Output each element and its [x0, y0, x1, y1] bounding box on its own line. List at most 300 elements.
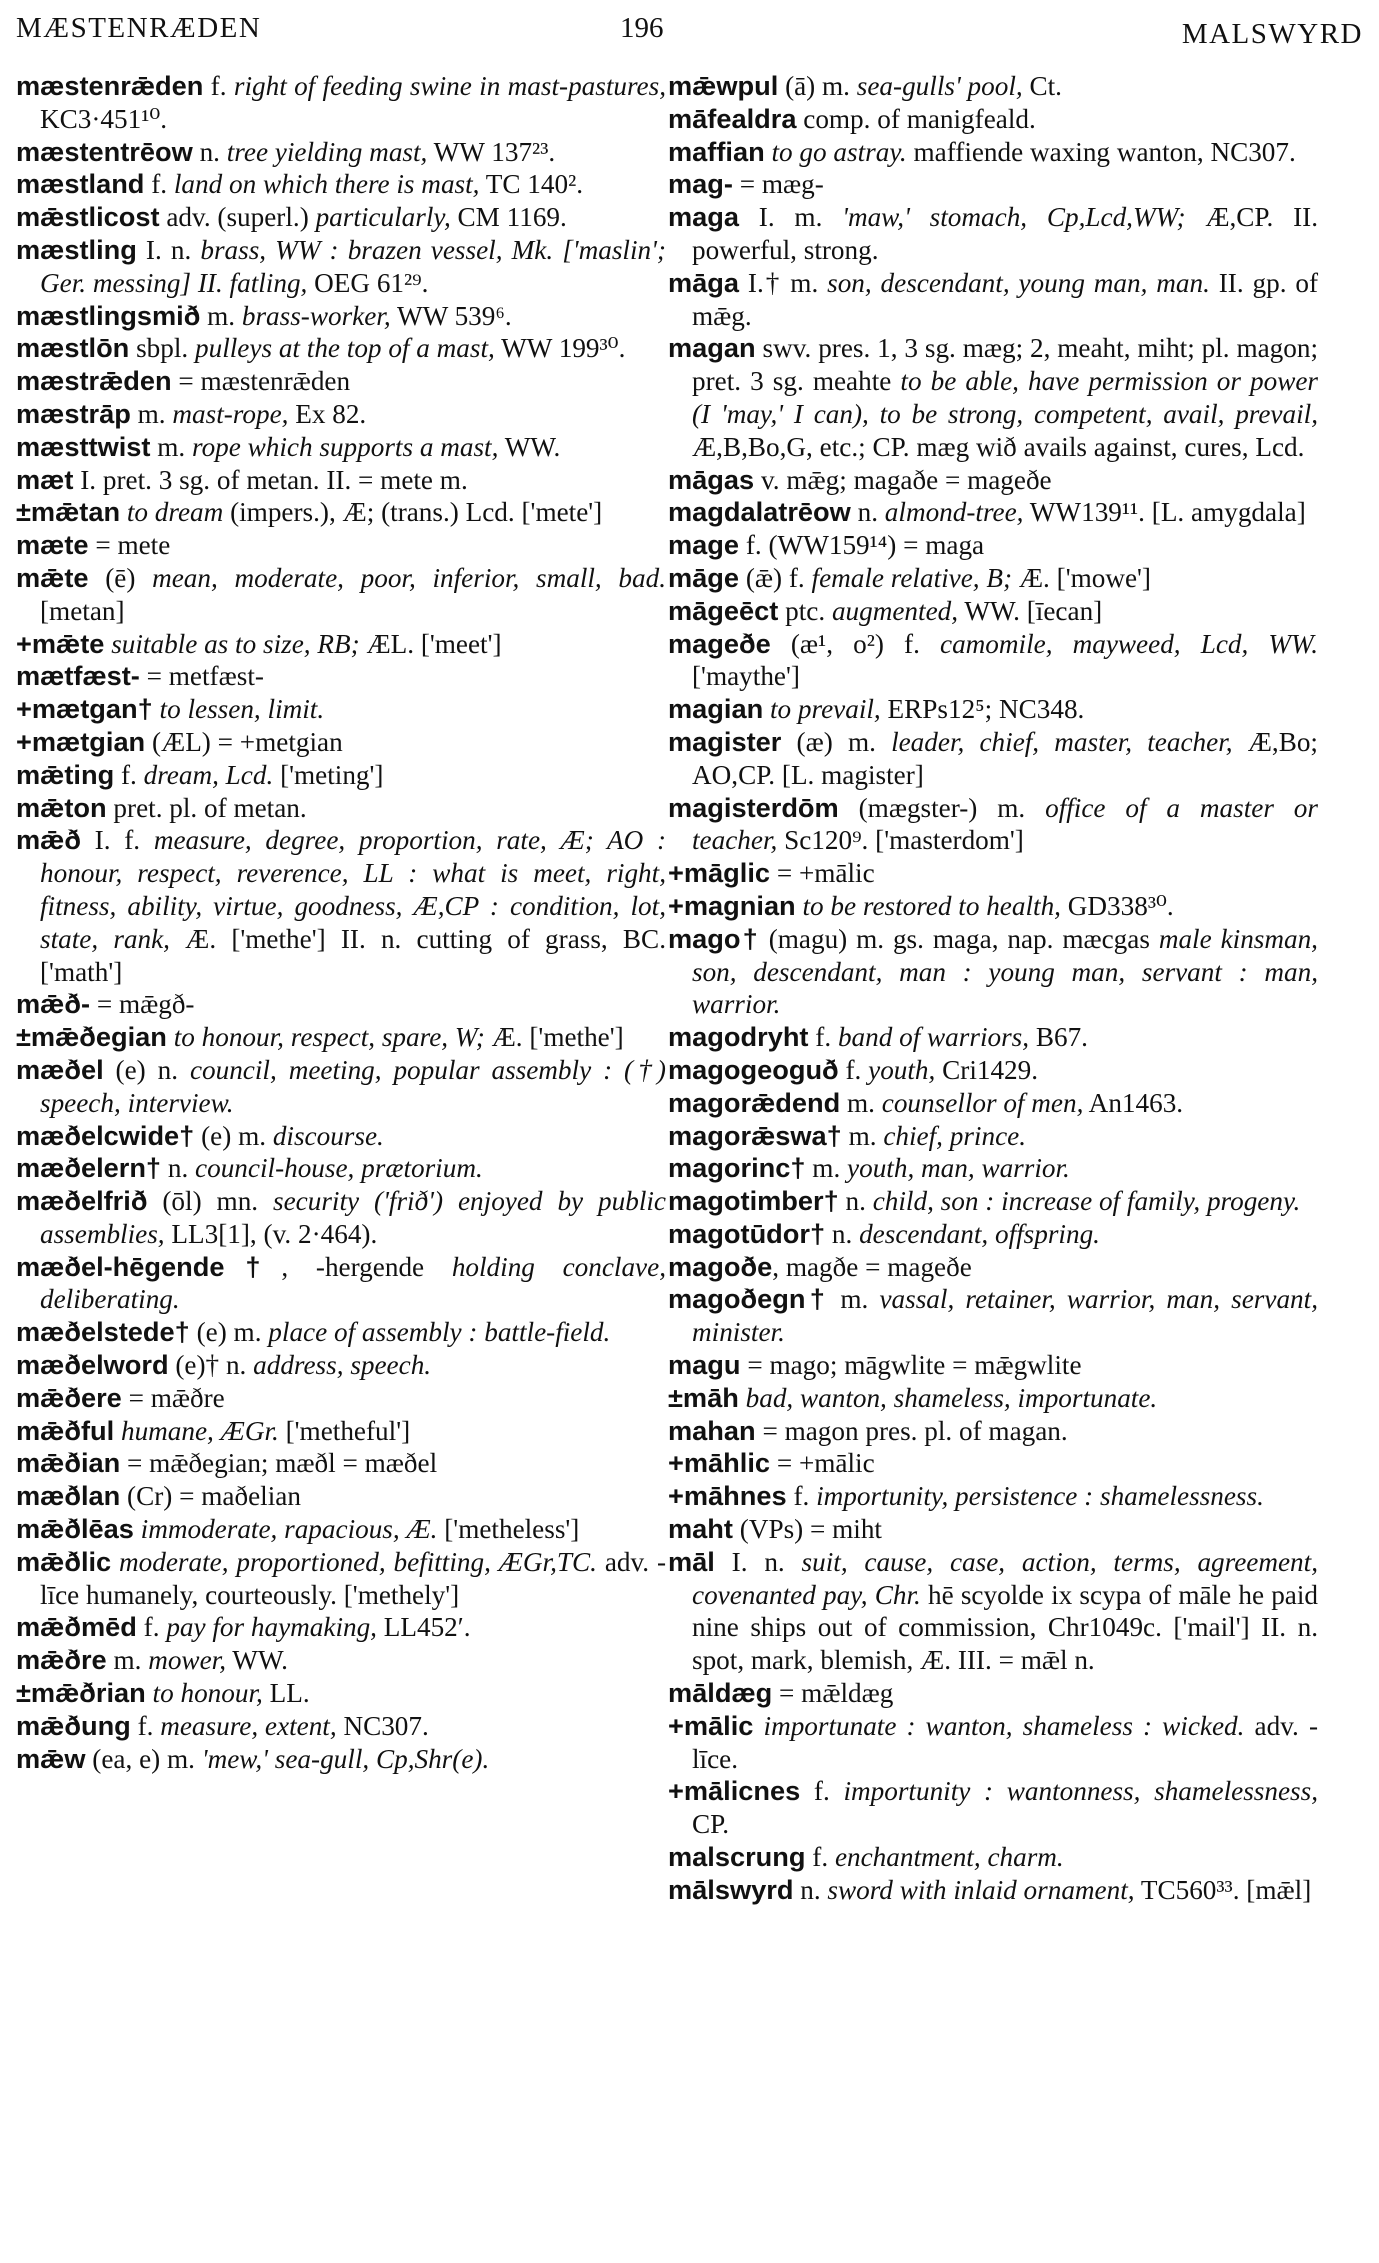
entry-definition: to honour, respect, spare, W;	[173, 1022, 485, 1053]
dictionary-entry	[668, 1415, 1318, 1448]
dictionary-entry	[16, 1120, 666, 1153]
entry-reference: Ct.	[1022, 71, 1062, 101]
entry-grammar-info: = mæstenrǣden	[171, 366, 351, 397]
entry-reference: Sc120⁹. ['masterdom']	[777, 825, 1024, 856]
entry-grammar-info: f.	[808, 1022, 838, 1053]
entry-reference: ['metheless']	[437, 1514, 580, 1545]
entry-definition: youth,	[868, 1054, 936, 1085]
entry-reference: CP.	[692, 1809, 730, 1840]
entry-grammar-info: n.	[192, 136, 227, 167]
dictionary-entry	[668, 1054, 1318, 1087]
entry-headword: mǣð-	[16, 988, 91, 1020]
dictionary-entry	[668, 464, 1318, 497]
entry-headword: ±mǣðrian	[16, 1677, 146, 1709]
entry-grammar-info	[739, 1383, 746, 1413]
entry-grammar-info: I. f.	[80, 825, 154, 856]
entry-grammar-info: (ǣ) f.	[739, 562, 812, 593]
entry-headword: +mætgian	[16, 725, 146, 757]
entry-grammar-info: swv. pres. 1, 3 sg. mæg; 2, meaht, miht; pl. magon; pret. 3 sg. meahte	[692, 333, 1318, 397]
entry-reference: LL452′.	[376, 1612, 471, 1643]
entry-definition: importunity, persistence : shamelessness.	[816, 1481, 1264, 1512]
entry-definition: dream, Lcd.	[143, 759, 274, 790]
entry-reference: B67.	[1029, 1022, 1088, 1053]
entry-definition: measure, degree, proportion, rate, Æ; AO : honour, respect, reverence, LL : what is meet, right, fitness, ability, virtue, goodness, Æ,CP : condition, lot, state, rank,	[40, 825, 666, 954]
entry-reference: WW 539⁶.	[390, 300, 512, 331]
entry-definition: importunity : wantonness, shamelessness,	[843, 1776, 1318, 1807]
dictionary-entry	[16, 1743, 666, 1776]
dictionary-entry	[668, 1874, 1318, 1907]
entry-grammar-info: m.	[841, 1120, 884, 1151]
entry-headword: maht	[668, 1513, 733, 1545]
dictionary-entry	[16, 1415, 666, 1448]
entry-headword: magogeoguð	[668, 1053, 839, 1085]
entry-definition: almond-tree,	[884, 497, 1024, 528]
entry-headword: māfealdra	[668, 102, 797, 134]
entry-definition: bad, wanton, shameless, importunate.	[745, 1382, 1158, 1413]
entry-headword: magotūdor†	[668, 1217, 826, 1249]
entry-grammar-info: = magon pres. pl. of magan.	[755, 1415, 1068, 1446]
entry-definition: suitable as to size, RB;	[111, 628, 360, 659]
entry-definition: female relative, B;	[811, 562, 1013, 593]
entry-reference: Æ. ['methe']	[484, 1022, 624, 1053]
dictionary-entry	[16, 365, 666, 398]
entry-definition: son, descendant, young man, man.	[827, 267, 1210, 298]
entry-definition: holding conclave, deliberating.	[40, 1251, 666, 1315]
dictionary-entry	[668, 1447, 1318, 1480]
entry-definition: office of a master or teacher,	[692, 792, 1318, 856]
page-header	[0, 0, 1379, 70]
entry-headword: ±mǣtan	[16, 496, 121, 528]
dictionary-entry	[668, 168, 1318, 201]
dictionary-entry	[16, 1349, 666, 1382]
dictionary-entry	[16, 1021, 666, 1054]
entry-grammar-info: (æ¹, o²) f.	[770, 628, 941, 659]
entry-headword: +mǣte	[16, 627, 105, 659]
entry-headword: mæstlingsmið	[16, 299, 201, 331]
entry-definition: male kinsman, son, descendant, man : young man, servant : man, warrior.	[692, 923, 1318, 1020]
entry-reference: (impers.), Æ; (trans.) Lcd. ['mete']	[223, 497, 603, 528]
entry-definition: humane, ÆGr.	[120, 1415, 279, 1446]
entry-headword: māgeēct	[668, 594, 779, 626]
entry-reference: KC3·451¹⁰.	[40, 103, 168, 134]
entry-definition: enchantment, charm.	[834, 1842, 1064, 1873]
entry-definition: discourse.	[272, 1120, 384, 1151]
entry-definition: pay for haymaking,	[166, 1612, 377, 1643]
entry-definition: brass-worker,	[241, 300, 391, 331]
dictionary-entry	[16, 562, 666, 628]
dictionary-entry	[668, 562, 1318, 595]
entry-grammar-info	[153, 694, 160, 724]
dictionary-entry	[16, 1611, 666, 1644]
entry-headword: magdalatrēow	[668, 496, 851, 528]
dictionary-entry	[668, 1120, 1318, 1153]
dictionary-entry	[668, 1152, 1318, 1185]
entry-definition: importunate : wanton, shameless : wicked.	[763, 1710, 1245, 1741]
entry-definition: pulleys at the top of a mast,	[195, 333, 495, 364]
entry-headword: mǣðful	[16, 1414, 115, 1446]
dictionary-entry	[16, 1251, 666, 1317]
entry-reference: GD338³⁰.	[1060, 890, 1174, 921]
entry-headword: māl	[668, 1545, 715, 1577]
entry-definition: vassal, retainer, warrior, man, servant, minister.	[692, 1284, 1318, 1348]
entry-grammar-info	[114, 1416, 121, 1446]
entry-headword: +mālic	[668, 1709, 754, 1741]
entry-headword: magu	[668, 1349, 741, 1381]
entry-grammar-info: I. n.	[714, 1546, 802, 1577]
entry-headword: mæðelword	[16, 1349, 169, 1381]
dictionary-entry	[16, 1677, 666, 1710]
entry-reference: WW.	[226, 1645, 288, 1676]
dictionary-entry	[668, 857, 1318, 890]
dictionary-entry	[668, 201, 1318, 267]
entry-reference: ['maythe']	[692, 661, 800, 692]
dictionary-entry	[16, 1152, 666, 1185]
entry-headword: mage	[668, 529, 740, 561]
entry-definition: chief, prince.	[883, 1120, 1027, 1151]
entry-reference: WW. [īecan]	[958, 595, 1103, 626]
entry-headword: mǣwpul	[668, 70, 779, 101]
dictionary-entry	[16, 628, 666, 661]
entry-definition: to be restored to health,	[802, 890, 1061, 921]
entry-headword: magan	[668, 332, 756, 364]
entry-headword: mæte	[16, 529, 89, 561]
dictionary-entry	[16, 332, 666, 365]
entry-reference: WW 137²³.	[427, 136, 556, 167]
dictionary-entry	[16, 759, 666, 792]
dictionary-entry	[668, 1710, 1318, 1776]
entry-grammar-info: (Cr) = maðelian	[120, 1481, 301, 1512]
entry-headword: mæðlan	[16, 1480, 121, 1512]
entry-headword: maffian	[668, 135, 765, 167]
entry-grammar-info: n.	[825, 1218, 860, 1249]
entry-reference: mæðl = mæðel	[275, 1448, 438, 1479]
entry-grammar-info: = metfæst-	[139, 661, 264, 692]
entry-reference: ['meting']	[273, 759, 384, 790]
entry-headword: mǣðre	[16, 1644, 107, 1676]
entry-headword: mæðelcwide†	[16, 1119, 195, 1151]
entry-reference: hē scyolde ix scypa of māle he paid nine ships out of commission, Chr1049c. ['mail'] II. n. spot, mark, blemish, Æ. III. = mǣl n.	[692, 1579, 1318, 1676]
entry-grammar-info: (ē)	[88, 562, 153, 593]
dictionary-entry	[668, 1775, 1318, 1841]
entry-headword: mæstling	[16, 233, 137, 265]
entry-grammar-info: (e) n.	[103, 1054, 190, 1085]
entry-definition: security ('frið') enjoyed by public assemblies,	[40, 1186, 666, 1249]
entry-definition: youth, man, warrior.	[847, 1153, 1070, 1184]
entry-headword: māga	[668, 266, 740, 298]
entry-grammar-info: (mægster-) m.	[838, 792, 1046, 823]
entry-definition: to be able, have permission or power (I 'may,' I can), to be strong, competent, avail, prevail,	[692, 366, 1318, 429]
entry-grammar-info: (e) m.	[189, 1317, 269, 1348]
entry-grammar-info: = mǣðegian;	[120, 1448, 276, 1479]
entry-reference: WW.	[498, 431, 561, 462]
entry-grammar-info: = mete	[88, 530, 171, 561]
entry-headword: mahan	[668, 1414, 756, 1446]
dictionary-entry	[16, 660, 666, 693]
entry-definition: immoderate, rapacious, Æ.	[140, 1514, 438, 1545]
entry-definition: band of warriors,	[837, 1022, 1030, 1053]
entry-reference: NC307.	[336, 1710, 429, 1741]
entry-headword: magorǣdend	[668, 1086, 841, 1118]
dictionary-entry	[668, 1841, 1318, 1874]
entry-definition: child, son : increase of family, progeny.	[872, 1186, 1301, 1217]
dictionary-entry	[668, 70, 1318, 103]
entry-headword: mālswyrd	[668, 1873, 794, 1905]
dictionary-entry	[16, 431, 666, 464]
entry-headword: māgas	[668, 463, 755, 495]
entry-definition: suit, cause, case, action, terms, agreement, covenanted pay, Chr.	[692, 1546, 1318, 1610]
entry-grammar-info: I. n.	[136, 234, 201, 265]
entry-definition: sea-gulls' pool,	[856, 71, 1023, 101]
entry-headword: mǣðmēd	[16, 1611, 137, 1643]
entry-definition: 'maw,' stomach, Cp,Lcd,WW;	[842, 202, 1186, 233]
entry-headword: magister	[668, 725, 782, 757]
entry-grammar-info	[120, 497, 127, 527]
entry-definition: to honour,	[152, 1678, 263, 1709]
entry-definition: address, speech.	[253, 1350, 432, 1381]
entry-grammar-info: (ÆL) = +metgian	[145, 726, 343, 757]
dictionary-entry	[16, 1447, 666, 1480]
dictionary-entry	[16, 136, 666, 169]
entry-grammar-info: f.	[130, 1710, 161, 1741]
dictionary-entry	[668, 923, 1318, 1021]
dictionary-entry	[668, 1218, 1318, 1251]
entry-grammar-info: f.	[144, 169, 174, 200]
entry-grammar-info: = +mālic	[770, 858, 875, 889]
entry-grammar-info: n.	[793, 1874, 828, 1905]
entry-reference: II. gp. of mǣg.	[692, 267, 1318, 331]
entry-grammar-info	[111, 1547, 119, 1577]
entry-grammar-info: m.	[106, 1645, 149, 1676]
right-column	[668, 70, 1318, 1907]
entry-grammar-info: m.	[150, 431, 192, 462]
entry-grammar-info: f.	[805, 1842, 835, 1873]
entry-reference: WW 199³⁰.	[494, 333, 626, 364]
entry-headword: mæstenrǣden	[16, 70, 204, 101]
entry-reference: Ex 82.	[288, 398, 367, 429]
entry-headword: mǣte	[16, 561, 89, 593]
entry-headword: magorǣswa†	[668, 1119, 842, 1151]
dictionary-entry	[16, 464, 666, 497]
entry-reference: magaðe = mageðe	[853, 464, 1052, 495]
entry-headword: mǣð	[16, 824, 81, 856]
entry-definition: moderate, proportioned, befitting, ÆGr,TC.	[119, 1546, 597, 1577]
entry-headword: malscrung	[668, 1841, 806, 1873]
entry-grammar-info: , -hergende	[281, 1251, 452, 1282]
entry-reference: LL3[1], (v. 2·464).	[164, 1218, 378, 1249]
entry-definition: descendant, offspring.	[859, 1218, 1100, 1249]
entry-definition: leader, chief, master, teacher,	[891, 726, 1233, 757]
dictionary-entry	[16, 168, 666, 201]
dictionary-entry	[16, 1480, 666, 1513]
entry-grammar-info: m.	[805, 1153, 848, 1184]
entry-headword: maga	[668, 201, 740, 233]
entry-headword: +māhnes	[668, 1480, 787, 1512]
entry-grammar-info: m.	[200, 300, 242, 331]
entry-grammar-info: m.	[130, 398, 173, 429]
entry-reference: Æ. ['mowe']	[1012, 562, 1151, 593]
entry-grammar-info: (ea, e) m.	[85, 1743, 202, 1774]
entry-headword: mǣðlic	[16, 1545, 112, 1577]
dictionary-entry	[16, 988, 666, 1021]
entry-grammar-info	[134, 1514, 141, 1544]
entry-grammar-info: = mago;	[740, 1350, 845, 1381]
dictionary-entry	[668, 726, 1318, 792]
entry-reference: ERPs12⁵; NC348.	[880, 694, 1085, 725]
entry-grammar-info	[146, 1678, 153, 1708]
entry-headword: mæðel-hēgende†	[16, 1250, 282, 1282]
dictionary-entry	[16, 300, 666, 333]
entry-definition: mast-rope,	[172, 398, 289, 429]
entry-headword: mæðelfrið	[16, 1185, 148, 1217]
running-head-right: MALSWYRD	[1181, 18, 1363, 50]
entry-reference: Æ,Bo; AO,CP. [L. magister]	[692, 726, 1318, 790]
entry-definition: council, meeting, popular assembly : (†) speech, interview.	[40, 1054, 666, 1118]
dictionary-entry	[668, 1677, 1318, 1710]
entry-headword: +magnian	[668, 889, 796, 921]
entry-headword: magian	[668, 693, 764, 725]
dictionary-entry	[668, 1087, 1318, 1120]
entry-headword: +māhlic	[668, 1447, 771, 1479]
entry-reference: OEG 61²⁹.	[307, 267, 429, 298]
entry-grammar-info: n.	[161, 1153, 196, 1184]
entry-grammar-info: f. (WW159¹⁴) = maga	[739, 530, 985, 561]
entry-reference: LL.	[262, 1678, 310, 1709]
dictionary-entry	[668, 792, 1318, 858]
dictionary-entry	[668, 103, 1318, 136]
entry-grammar-info: = mǣgð-	[90, 989, 195, 1020]
dictionary-entry	[16, 529, 666, 562]
dictionary-entry	[16, 70, 666, 136]
entry-headword: mæstrǣden	[16, 365, 172, 397]
entry-grammar-info: (e)† n.	[168, 1350, 254, 1381]
entry-definition: counsellor of men,	[881, 1087, 1084, 1118]
dictionary-entry	[668, 1251, 1318, 1284]
dictionary-entry	[668, 332, 1318, 463]
entry-grammar-info: comp. of manigfeald.	[796, 103, 1036, 134]
entry-headword: magoðe	[668, 1250, 773, 1282]
dictionary-entry	[16, 1644, 666, 1677]
dictionary-entry	[16, 1054, 666, 1120]
dictionary-entry	[16, 726, 666, 759]
dictionary-entry	[16, 1546, 666, 1612]
dictionary-entry	[16, 398, 666, 431]
entry-definition: augmented,	[831, 595, 959, 626]
running-head-left: MÆSTENRÆDEN	[16, 12, 262, 44]
entry-grammar-info: (ā) m.	[778, 71, 857, 101]
entry-headword: mǣting	[16, 758, 115, 790]
dictionary-entry	[16, 1316, 666, 1349]
entry-reference: Æ. ['methe'] II. n. cutting of grass, BC. ['math']	[40, 923, 666, 987]
entry-headword: mǣðlēas	[16, 1513, 134, 1545]
entry-definition: to dream	[126, 497, 224, 528]
entry-grammar-info: (æ) m.	[781, 726, 892, 757]
entry-grammar-info: pret. pl. of metan.	[106, 792, 307, 823]
entry-reference: adv. -līce humanely, courteously. ['methely']	[40, 1546, 666, 1610]
entry-headword: mæstrāp	[16, 397, 131, 429]
entry-headword: mǣðung	[16, 1709, 131, 1741]
dictionary-entry	[668, 1283, 1318, 1349]
dictionary-entry	[668, 267, 1318, 333]
entry-grammar-info	[167, 1022, 174, 1052]
entry-headword: magotimber†	[668, 1185, 839, 1217]
entry-definition: council-house, prætorium.	[195, 1153, 483, 1184]
entry-reference: maffiende waxing wanton, NC307.	[906, 136, 1296, 167]
entry-grammar-info	[753, 1711, 763, 1741]
entry-grammar-info: I. m.	[739, 202, 843, 233]
dictionary-entry	[16, 1710, 666, 1743]
dictionary-entry	[16, 201, 666, 234]
left-column	[16, 70, 666, 1775]
entry-headword: +mætgan†	[16, 693, 153, 725]
dictionary-entry	[668, 1513, 1318, 1546]
entry-headword: +māglic	[668, 857, 771, 889]
entry-grammar-info: (ōl) mn.	[147, 1186, 274, 1217]
entry-reference: ['metheful']	[278, 1415, 411, 1446]
dictionary-entry	[668, 628, 1318, 694]
dictionary-entry	[16, 792, 666, 825]
entry-headword: magoðegn†	[668, 1283, 830, 1315]
entry-grammar-info: = +mālic	[770, 1448, 875, 1479]
dictionary-entry	[668, 1546, 1318, 1677]
entry-headword: mæsttwist	[16, 430, 151, 462]
entry-grammar-info: I. pret. 3 sg. of metan. II. = mete m.	[73, 464, 468, 495]
entry-reference: TC 140².	[479, 169, 584, 200]
entry-definition: sword with inlaid ornament,	[827, 1874, 1135, 1905]
entry-definition: right of feeding swine in mast-pastures,	[233, 71, 667, 101]
dictionary-entry	[668, 1185, 1318, 1218]
entry-reference: adv. -līce.	[692, 1710, 1318, 1774]
dictionary-entry	[668, 1021, 1318, 1054]
entry-grammar-info: m.	[840, 1087, 882, 1118]
entry-headword: ±māh	[668, 1381, 739, 1413]
entry-headword: māge	[668, 561, 740, 593]
entry-headword: mæstland	[16, 168, 145, 200]
entry-headword: mætfæst-	[16, 660, 140, 692]
entry-headword: magodryht	[668, 1021, 809, 1053]
entry-reference: Æ,CP. II. powerful, strong.	[692, 202, 1318, 265]
entry-grammar-info	[763, 694, 770, 724]
entry-definition: mower,	[148, 1645, 226, 1676]
entry-grammar-info: f.	[203, 71, 234, 101]
entry-headword: mǣðere	[16, 1381, 122, 1413]
entry-headword: ±mǣðegian	[16, 1021, 167, 1053]
entry-grammar-info: f.	[838, 1054, 869, 1085]
entry-grammar-info: ptc.	[778, 595, 832, 626]
entry-headword: māldæg	[668, 1677, 773, 1709]
dictionary-entry	[668, 1480, 1318, 1513]
dictionary-entry	[16, 1513, 666, 1546]
entry-grammar-info: = mæg-	[732, 169, 824, 200]
entry-headword: magisterdōm	[668, 791, 839, 823]
entry-grammar-info: I.† m.	[739, 267, 828, 298]
entry-definition: place of assembly : battle-field.	[268, 1317, 611, 1348]
entry-grammar-info: m.	[829, 1284, 880, 1315]
dictionary-entry	[668, 1349, 1318, 1382]
entry-headword: mæðelstede†	[16, 1316, 190, 1348]
entry-grammar-info: , magðe = mageðe	[772, 1251, 972, 1282]
entry-reference: CM 1169.	[450, 202, 567, 233]
page-number: 196	[620, 12, 664, 44]
entry-headword: mag-	[668, 168, 733, 200]
entry-grammar-info: n.	[850, 497, 885, 528]
entry-headword: mæðelern†	[16, 1152, 162, 1184]
entry-grammar-info: f.	[136, 1612, 167, 1643]
entry-headword: mæstlōn	[16, 332, 130, 364]
entry-reference: An1463.	[1083, 1087, 1184, 1118]
entry-grammar-info: v. mǣg;	[754, 464, 854, 495]
entry-definition: land on which there is mast,	[173, 169, 480, 200]
entry-headword: mǣstlicost	[16, 201, 160, 233]
